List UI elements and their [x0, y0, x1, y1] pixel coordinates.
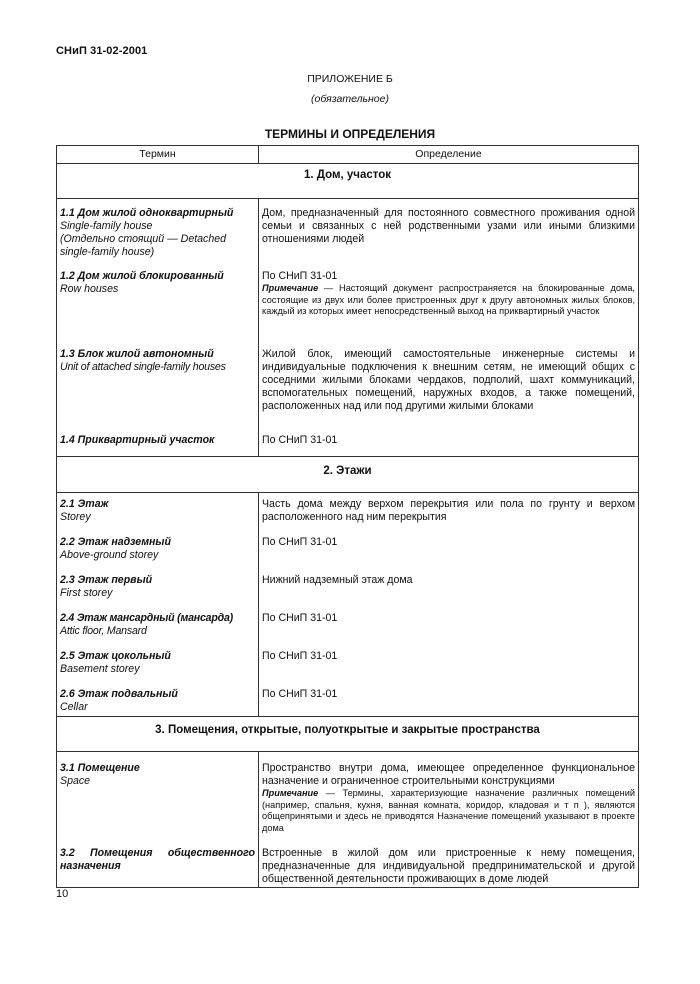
term-cell: [57, 607, 259, 645]
definition-text: По СНиП 31-01: [262, 270, 338, 282]
term-ru: 1.2 Дом жилой блокированный: [60, 270, 224, 282]
page-title: ТЕРМИНЫ И ОПРЕДЕЛЕНИЯ: [264, 127, 436, 141]
table-header-row: [57, 146, 639, 164]
column-header-term: Термин: [57, 146, 259, 164]
definition-text: Встроенные в жилой дом или пристроенные к нему помещения, предназначенные для индивидуальной предпринимательской и другой общественной деятельности проживающих в доме людей: [262, 847, 635, 885]
term-cell: [57, 569, 259, 607]
definition-text: Пространство внутри дома, имеющее определенное функциональное назначение и ограниченное строительными конструкциями: [262, 762, 635, 787]
term-en: Above-ground storey: [60, 549, 159, 561]
definition-text: По СНиП 31-01: [262, 536, 338, 548]
term-cell: [57, 531, 259, 569]
term-cell: [57, 338, 259, 430]
definition-cell: [259, 842, 639, 888]
note-label: Примечание: [262, 283, 319, 293]
table-row: [57, 607, 639, 645]
table-row: [57, 683, 639, 717]
term-alt: (Отдельно стоящий — Detached single-family house): [60, 233, 227, 258]
term-en: Cellar: [60, 701, 88, 713]
definition-text: Нижний надземный этаж дома: [262, 574, 413, 586]
term-en: Storey: [60, 511, 91, 523]
table-row: [57, 842, 639, 888]
term-ru: 3.2 Помещения общественного назначения: [60, 847, 255, 872]
table-row: [57, 264, 639, 338]
table-row: [57, 199, 639, 265]
definition-text: Часть дома между верхом перекрытия или пола по грунту и верхом расположенного над ним перекрытия: [262, 498, 635, 523]
term-en: Attic floor, Mansard: [60, 625, 147, 637]
note: [262, 788, 635, 834]
term-cell: [57, 645, 259, 683]
definition-text: По СНиП 31-01: [262, 612, 338, 624]
definition-text: По СНиП 31-01: [262, 434, 338, 446]
table-row: [57, 430, 639, 457]
term-ru: 2.2 Этаж надземный: [60, 536, 171, 548]
definition-cell: [259, 752, 639, 843]
definition-cell: [259, 430, 639, 457]
table-row: [57, 752, 639, 843]
section-title: 3. Помещения, открытые, полуоткрытые и закрытые пространства: [57, 717, 639, 752]
term-cell: [57, 842, 259, 888]
term-en: Space: [60, 775, 91, 787]
definition-cell: [259, 645, 639, 683]
term-en: Unit of attached single-family houses: [60, 361, 226, 373]
definition-cell: [259, 493, 639, 532]
term-ru: 2.5 Этаж цокольный: [60, 650, 171, 662]
term-cell: [57, 493, 259, 532]
definition-cell: [259, 569, 639, 607]
term-en: Basement storey: [60, 663, 140, 675]
term-en: Single-family house: [60, 220, 153, 232]
term-ru: 2.3 Этаж первый: [60, 574, 153, 586]
note-text: — Настоящий документ распространяется на блокированные дома, состоящие из двух или более пристроенных друг к другу автономных жилых блоков, каждый из которых имеет непосредственный выход на приквартирный участок: [262, 283, 635, 316]
section-header-row: [57, 717, 639, 752]
table-row: [57, 338, 639, 430]
term-cell: [57, 199, 259, 265]
definition-text: Жилой блок, имеющий самостоятельные инженерные системы и индивидуальные подключения к внешним сетям, не имеющий общих с соседними жилыми блоками чердаков, подполий, шахт коммуникаций, вспомогательных помещений, наружных входов, а также помещений, расположенных над или под другими жилыми блоками: [262, 348, 635, 412]
column-header-definition: Определение: [259, 146, 639, 164]
page-number: 10: [56, 888, 69, 900]
section-title: 1. Дом, участок: [57, 164, 639, 199]
term-en: Row houses: [60, 283, 119, 295]
table-row: [57, 569, 639, 607]
note: [262, 283, 635, 318]
term-ru: 2.6 Этаж подвальный: [60, 688, 178, 700]
definition-cell: [259, 338, 639, 430]
section-title: 2. Этажи: [57, 457, 639, 493]
section-header-row: [57, 164, 639, 199]
definition-text: По СНиП 31-01: [262, 650, 338, 662]
appendix-status: (обязательное): [311, 93, 389, 105]
document-code: СНиП 31-02-2001: [56, 45, 148, 57]
definition-text: По СНиП 31-01: [262, 688, 338, 700]
appendix-title: ПРИЛОЖЕНИЕ Б: [307, 73, 393, 85]
definition-cell: [259, 264, 639, 338]
term-ru: 3.1 Помещение: [60, 762, 140, 774]
definition-cell: [259, 683, 639, 717]
term-cell: [57, 752, 259, 843]
definition-cell: [259, 199, 639, 265]
section-header-row: [57, 457, 639, 493]
terms-table: [56, 145, 639, 888]
note-text: — Термины, характеризующие назначение различных помещений (например, спальня, кухня, ванная комната, коридор, кладовая и т п ), являются общепринятыми и здесь не приводятся Назначение помещений указывают в проекте дома: [262, 788, 635, 833]
table-row: [57, 493, 639, 532]
note-label: Примечание: [262, 788, 319, 798]
table-row: [57, 531, 639, 569]
term-ru: 1.1 Дом жилой одноквартирный: [60, 207, 234, 219]
term-cell: [57, 264, 259, 338]
definition-cell: [259, 531, 639, 569]
term-ru: 1.3 Блок жилой автономный: [60, 348, 214, 360]
term-en: First storey: [60, 587, 113, 599]
table-row: [57, 645, 639, 683]
term-ru: 1.4 Приквартирный участок: [60, 434, 215, 446]
term-cell: [57, 430, 259, 457]
definition-text: Дом, предназначенный для постоянного совместного проживания одной семьи и связанных с ней родственными узами или иными близкими отношениями людей: [262, 207, 635, 245]
definition-cell: [259, 607, 639, 645]
term-ru: 2.4 Этаж мансардный (мансарда): [60, 612, 234, 624]
term-cell: [57, 683, 259, 717]
term-ru: 2.1 Этаж: [60, 498, 109, 510]
